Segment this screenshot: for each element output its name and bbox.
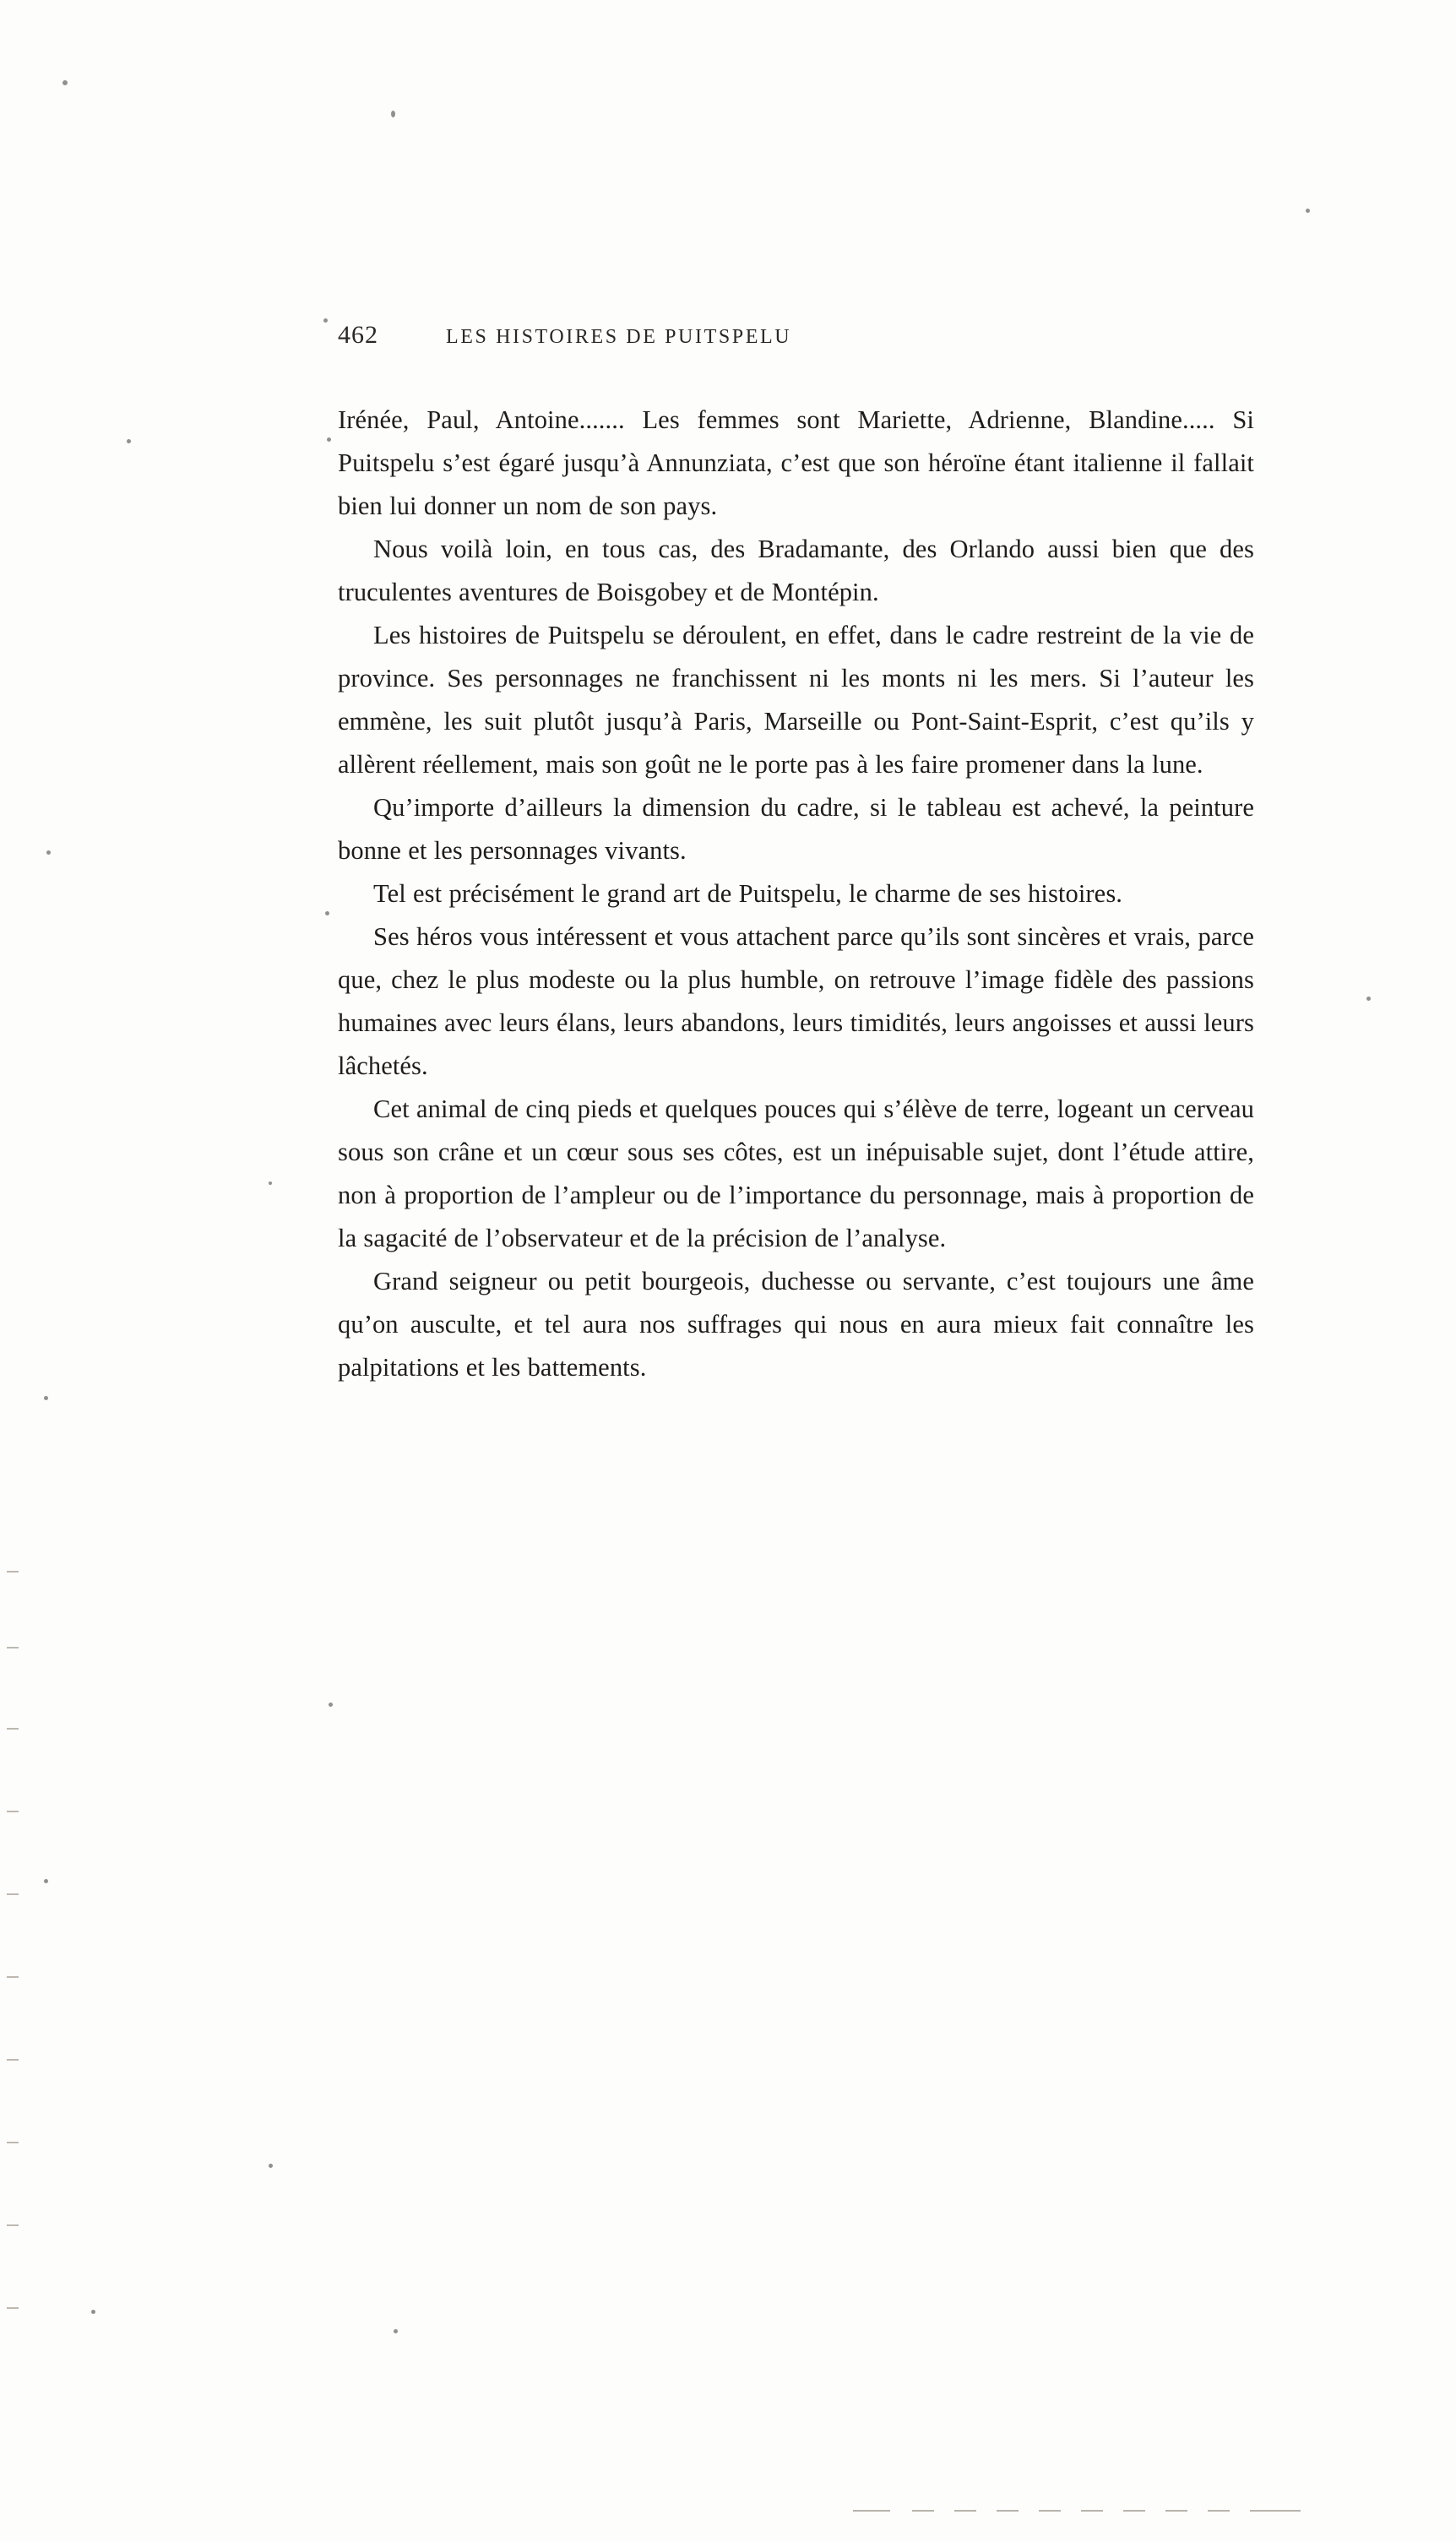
scan-speck <box>327 437 331 442</box>
page-header <box>338 321 1254 350</box>
scan-speck <box>1306 209 1310 213</box>
bottom-scan-dashes <box>853 2510 1309 2512</box>
body-paragraph: Cet animal de cinq pieds et quelques pouces qui s’élève de terre, logeant un cerveau sous son crâne et un cœur sous ses côtes, est un inépuisable sujet, dont l’étude attire, non à proportion de l’ampleur ou de l’importance du personnage, mais à proportion de la sagacité de l’observateur et de la précision de l’analyse. <box>338 1094 1254 1252</box>
scan-speck <box>329 1703 333 1707</box>
scan-speck <box>44 1879 48 1883</box>
body-paragraph: Irénée, Paul, Antoine....... Les femmes sont Mariette, Adrienne, Blandine..... Si Puitspelu s’est égaré jusqu’à Annunziata, c’est que son héroïne étant italienne il fallait bien lui donner un nom de son pays. <box>338 405 1254 520</box>
body-paragraph: Ses héros vous intéressent et vous attachent parce qu’ils sont sincères et vrais, parce que, chez le plus modeste ou la plus humble, on retrouve l’image fidèle des passions humaines avec leurs élans, leurs abandons, leurs timidités, leurs angoisses et aussi leurs lâchetés. <box>338 922 1254 1080</box>
scan-speck <box>46 850 51 855</box>
scan-speck <box>127 439 131 443</box>
scan-speck <box>325 911 329 915</box>
scan-speck <box>62 80 68 85</box>
text-column <box>338 321 1254 1389</box>
body-paragraph: Les histoires de Puitspelu se déroulent, en effet, dans le cadre restreint de la vie de province. Ses personnages ne franchissent ni les monts ni les mers. Si l’auteur les emmène, les suit plutôt jusqu’à Paris, Marseille ou Pont-Saint-Esprit, c’est qu’ils y allèrent réellement, mais son goût ne le porte pas à les faire promener dans la lune. <box>338 621 1254 779</box>
page-edge-marks <box>7 1571 20 2314</box>
body-paragraph: Tel est précisément le grand art de Puitspelu, le charme de ses histoires. <box>373 879 1123 908</box>
scan-speck <box>91 2310 95 2314</box>
body-paragraph: Qu’importe d’ailleurs la dimension du cadre, si le tableau est achevé, la peinture bonne et les personnages vivants. <box>338 793 1254 865</box>
body-paragraph: Nous voilà loin, en tous cas, des Bradamante, des Orlando aussi bien que des truculentes aventures de Boisgobey et de Montépin. <box>338 535 1254 606</box>
scan-speck <box>269 2164 273 2168</box>
body-paragraph: Grand seigneur ou petit bourgeois, duchesse ou servante, c’est toujours une âme qu’on ausculte, et tel aura nos suffrages qui nous en aura mieux fait connaître les palpitations et les battements. <box>338 1267 1254 1382</box>
scan-speck <box>391 111 395 117</box>
running-head: LES HISTOIRES DE PUITSPELU <box>446 326 792 348</box>
scan-speck <box>323 318 328 323</box>
scan-speck <box>394 2329 398 2333</box>
scan-speck <box>1366 997 1371 1001</box>
scan-speck <box>44 1396 48 1400</box>
page-number: 462 <box>338 321 378 349</box>
scan-speck <box>269 1181 272 1185</box>
